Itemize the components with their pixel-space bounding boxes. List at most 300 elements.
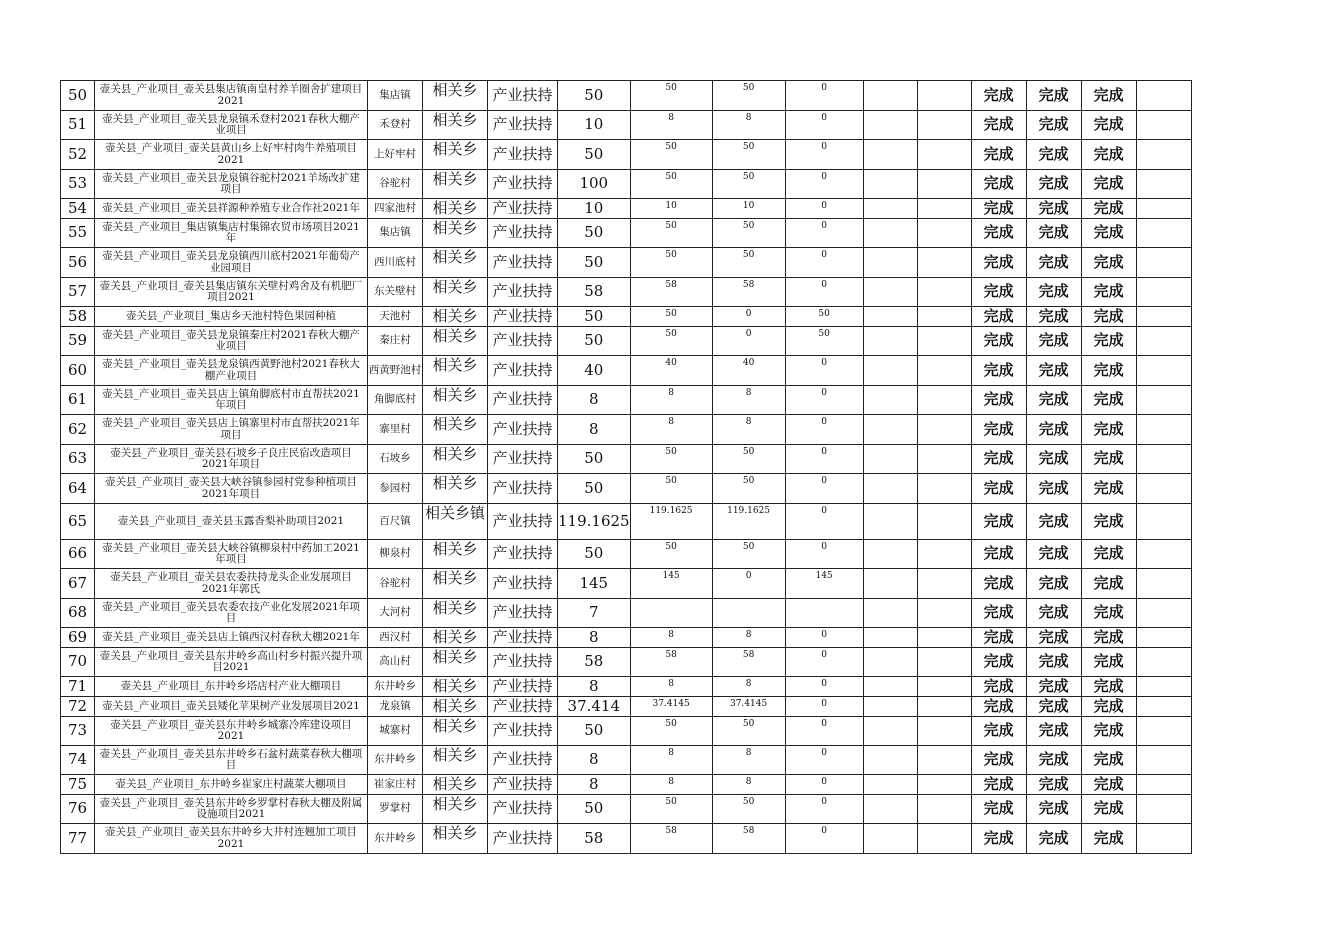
responsible-unit: 相关乡 <box>423 170 488 199</box>
fund-a: 50 <box>630 140 712 170</box>
fund-b: 50 <box>712 81 785 111</box>
table-row <box>61 474 1192 504</box>
responsible-unit: 相关乡 <box>423 628 488 648</box>
empty-cell <box>917 775 971 795</box>
project-type: 产业扶持 <box>488 248 558 278</box>
village-name: 秦庄村 <box>368 327 423 356</box>
fund-c: 0 <box>785 697 863 717</box>
project-type: 产业扶持 <box>488 540 558 569</box>
village-name: 柳泉村 <box>368 540 423 569</box>
fund-a: 8 <box>630 111 712 140</box>
empty-cell <box>863 824 917 854</box>
row-number: 66 <box>61 540 95 569</box>
status-done: 完成 <box>1081 111 1136 140</box>
village-name: 崔家庄村 <box>368 775 423 795</box>
responsible-unit: 相关乡 <box>423 445 488 474</box>
responsible-unit: 相关乡 <box>423 746 488 775</box>
fund-a: 50 <box>630 81 712 111</box>
fund-b: 0 <box>712 569 785 599</box>
fund-a: 50 <box>630 445 712 474</box>
village-name: 东井岭乡 <box>368 746 423 775</box>
status-done: 完成 <box>1026 824 1081 854</box>
table-row <box>61 356 1192 386</box>
responsible-unit: 相关乡 <box>423 474 488 504</box>
fund-a: 37.4145 <box>630 697 712 717</box>
row-number: 56 <box>61 248 95 278</box>
empty-cell <box>863 219 917 248</box>
total-fund: 10 <box>558 199 631 219</box>
project-name: 壶关县_产业项目_壶关县东井岭乡罗掌村春秋大棚及附属设施项目2021 <box>95 795 368 824</box>
table-row <box>61 307 1192 327</box>
empty-cell <box>1136 648 1191 677</box>
empty-cell <box>863 111 917 140</box>
project-type: 产业扶持 <box>488 599 558 628</box>
status-done: 完成 <box>1026 386 1081 415</box>
fund-a: 50 <box>630 540 712 569</box>
project-type: 产业扶持 <box>488 775 558 795</box>
empty-cell <box>917 677 971 697</box>
total-fund: 50 <box>558 540 631 569</box>
table-row <box>61 81 1192 111</box>
fund-b: 58 <box>712 278 785 307</box>
table-body <box>61 81 1192 854</box>
empty-cell <box>1136 140 1191 170</box>
project-name: 壶关县_产业项目_壶关县龙泉镇禾登村2021春秋大棚产业项目 <box>95 111 368 140</box>
empty-cell <box>917 717 971 746</box>
project-type: 产业扶持 <box>488 140 558 170</box>
status-done: 完成 <box>971 81 1026 111</box>
status-done: 完成 <box>971 474 1026 504</box>
status-done: 完成 <box>1081 824 1136 854</box>
village-name: 谷驼村 <box>368 170 423 199</box>
fund-c: 0 <box>785 170 863 199</box>
fund-b <box>712 599 785 628</box>
project-type: 产业扶持 <box>488 415 558 445</box>
empty-cell <box>1136 356 1191 386</box>
village-name: 东井岭乡 <box>368 824 423 854</box>
empty-cell <box>863 327 917 356</box>
status-done: 完成 <box>1081 386 1136 415</box>
status-done: 完成 <box>971 327 1026 356</box>
fund-b: 10 <box>712 199 785 219</box>
project-type: 产业扶持 <box>488 697 558 717</box>
project-name: 壶关县_产业项目_壶关县大峡谷镇参园村党参种植项目2021年项目 <box>95 474 368 504</box>
table-row <box>61 599 1192 628</box>
project-name: 壶关县_产业项目_壶关县龙泉镇秦庄村2021春秋大棚产业项目 <box>95 327 368 356</box>
total-fund: 10 <box>558 111 631 140</box>
empty-cell <box>1136 628 1191 648</box>
village-name: 西汉村 <box>368 628 423 648</box>
row-number: 65 <box>61 504 95 540</box>
project-name: 壶关县_产业项目_壶关县店上镇角脚底村市直帮扶2021年项目 <box>95 386 368 415</box>
row-number: 52 <box>61 140 95 170</box>
status-done: 完成 <box>971 504 1026 540</box>
status-done: 完成 <box>1026 219 1081 248</box>
status-done: 完成 <box>1081 199 1136 219</box>
project-name: 壶关县_产业项目_集店乡天池村特色果园种植 <box>95 307 368 327</box>
fund-a: 50 <box>630 474 712 504</box>
empty-cell <box>1136 569 1191 599</box>
empty-cell <box>917 746 971 775</box>
project-type: 产业扶持 <box>488 307 558 327</box>
project-name: 壶关县_产业项目_壶关县玉露香梨补助项目2021 <box>95 504 368 540</box>
status-done: 完成 <box>971 795 1026 824</box>
empty-cell <box>863 540 917 569</box>
empty-cell <box>1136 199 1191 219</box>
total-fund: 50 <box>558 327 631 356</box>
status-done: 完成 <box>971 599 1026 628</box>
project-name: 壶关县_产业项目_壶关县黄山乡上好牢村肉牛养殖项目2021 <box>95 140 368 170</box>
status-done: 完成 <box>1081 677 1136 697</box>
empty-cell <box>863 199 917 219</box>
status-done: 完成 <box>971 445 1026 474</box>
fund-b: 50 <box>712 140 785 170</box>
table-row <box>61 327 1192 356</box>
empty-cell <box>1136 111 1191 140</box>
status-done: 完成 <box>1081 628 1136 648</box>
project-type: 产业扶持 <box>488 445 558 474</box>
empty-cell <box>863 775 917 795</box>
empty-cell <box>1136 824 1191 854</box>
status-done: 完成 <box>1081 697 1136 717</box>
status-done: 完成 <box>1081 717 1136 746</box>
table-row <box>61 386 1192 415</box>
empty-cell <box>917 540 971 569</box>
fund-b: 8 <box>712 111 785 140</box>
empty-cell <box>917 795 971 824</box>
empty-cell <box>863 140 917 170</box>
fund-a <box>630 599 712 628</box>
project-type: 产业扶持 <box>488 504 558 540</box>
status-done: 完成 <box>1026 248 1081 278</box>
empty-cell <box>917 140 971 170</box>
empty-cell <box>1136 278 1191 307</box>
total-fund: 40 <box>558 356 631 386</box>
empty-cell <box>917 307 971 327</box>
project-type: 产业扶持 <box>488 795 558 824</box>
status-done: 完成 <box>971 219 1026 248</box>
village-name: 角脚底村 <box>368 386 423 415</box>
fund-b: 8 <box>712 386 785 415</box>
project-name: 壶关县_产业项目_壶关县东井岭乡高山村乡村振兴提升项目2021 <box>95 648 368 677</box>
project-table <box>60 80 1192 854</box>
table-row <box>61 199 1192 219</box>
empty-cell <box>917 327 971 356</box>
status-done: 完成 <box>1026 504 1081 540</box>
responsible-unit: 相关乡 <box>423 111 488 140</box>
village-name: 禾登村 <box>368 111 423 140</box>
table-row <box>61 569 1192 599</box>
responsible-unit: 相关乡 <box>423 81 488 111</box>
fund-b: 50 <box>712 219 785 248</box>
village-name: 罗掌村 <box>368 795 423 824</box>
empty-cell <box>917 81 971 111</box>
fund-b: 58 <box>712 648 785 677</box>
project-type: 产业扶持 <box>488 199 558 219</box>
empty-cell <box>1136 386 1191 415</box>
responsible-unit: 相关乡 <box>423 648 488 677</box>
village-name: 谷驼村 <box>368 569 423 599</box>
status-done: 完成 <box>971 356 1026 386</box>
table-row <box>61 628 1192 648</box>
empty-cell <box>1136 746 1191 775</box>
fund-a: 50 <box>630 170 712 199</box>
row-number: 60 <box>61 356 95 386</box>
empty-cell <box>917 278 971 307</box>
empty-cell <box>863 677 917 697</box>
fund-c: 0 <box>785 356 863 386</box>
status-done: 完成 <box>971 677 1026 697</box>
total-fund: 50 <box>558 248 631 278</box>
project-type: 产业扶持 <box>488 386 558 415</box>
empty-cell <box>1136 170 1191 199</box>
village-name: 东井岭乡 <box>368 677 423 697</box>
responsible-unit: 相关乡 <box>423 140 488 170</box>
table-row <box>61 504 1192 540</box>
status-done: 完成 <box>971 199 1026 219</box>
empty-cell <box>863 717 917 746</box>
project-type: 产业扶持 <box>488 170 558 199</box>
status-done: 完成 <box>1081 775 1136 795</box>
empty-cell <box>1136 775 1191 795</box>
total-fund: 145 <box>558 569 631 599</box>
fund-c: 0 <box>785 445 863 474</box>
row-number: 68 <box>61 599 95 628</box>
responsible-unit: 相关乡 <box>423 356 488 386</box>
project-type: 产业扶持 <box>488 628 558 648</box>
total-fund: 8 <box>558 386 631 415</box>
fund-a: 50 <box>630 795 712 824</box>
total-fund: 50 <box>558 219 631 248</box>
fund-a: 119.1625 <box>630 504 712 540</box>
row-number: 76 <box>61 795 95 824</box>
fund-c: 0 <box>785 628 863 648</box>
fund-c: 0 <box>785 278 863 307</box>
table-row <box>61 170 1192 199</box>
fund-c <box>785 599 863 628</box>
empty-cell <box>863 415 917 445</box>
fund-c: 0 <box>785 140 863 170</box>
fund-c: 0 <box>785 386 863 415</box>
status-done: 完成 <box>1081 170 1136 199</box>
project-type: 产业扶持 <box>488 111 558 140</box>
table-row <box>61 775 1192 795</box>
empty-cell <box>863 648 917 677</box>
project-name: 壶关县_产业项目_壶关县集店镇东关壁村鸡舍及有机肥厂项目2021 <box>95 278 368 307</box>
fund-c: 0 <box>785 746 863 775</box>
fund-b: 0 <box>712 327 785 356</box>
responsible-unit: 相关乡 <box>423 540 488 569</box>
status-done: 完成 <box>1026 648 1081 677</box>
empty-cell <box>863 569 917 599</box>
village-name: 大河村 <box>368 599 423 628</box>
status-done: 完成 <box>971 415 1026 445</box>
status-done: 完成 <box>971 307 1026 327</box>
fund-c: 0 <box>785 248 863 278</box>
empty-cell <box>1136 474 1191 504</box>
status-done: 完成 <box>1026 599 1081 628</box>
total-fund: 7 <box>558 599 631 628</box>
table-row <box>61 746 1192 775</box>
status-done: 完成 <box>971 775 1026 795</box>
fund-b: 50 <box>712 445 785 474</box>
project-name: 壶关县_产业项目_壶关县集店镇南皇村养羊圈舍扩建项目2021 <box>95 81 368 111</box>
responsible-unit: 相关乡 <box>423 415 488 445</box>
row-number: 59 <box>61 327 95 356</box>
project-name: 壶关县_产业项目_壶关县农委扶持龙头企业发展项目2021年郭氏 <box>95 569 368 599</box>
empty-cell <box>863 628 917 648</box>
fund-a: 145 <box>630 569 712 599</box>
table-row <box>61 445 1192 474</box>
fund-c: 0 <box>785 219 863 248</box>
fund-b: 58 <box>712 824 785 854</box>
total-fund: 100 <box>558 170 631 199</box>
project-name: 壶关县_产业项目_东井岭乡塔店村产业大棚项目 <box>95 677 368 697</box>
total-fund: 8 <box>558 746 631 775</box>
status-done: 完成 <box>1081 445 1136 474</box>
fund-b: 50 <box>712 540 785 569</box>
status-done: 完成 <box>1081 327 1136 356</box>
status-done: 完成 <box>971 248 1026 278</box>
table-row <box>61 278 1192 307</box>
project-type: 产业扶持 <box>488 648 558 677</box>
row-number: 72 <box>61 697 95 717</box>
responsible-unit: 相关乡镇 <box>423 504 488 540</box>
total-fund: 50 <box>558 795 631 824</box>
total-fund: 50 <box>558 474 631 504</box>
village-name: 西川底村 <box>368 248 423 278</box>
total-fund: 8 <box>558 775 631 795</box>
status-done: 完成 <box>1026 140 1081 170</box>
empty-cell <box>863 504 917 540</box>
empty-cell <box>1136 327 1191 356</box>
status-done: 完成 <box>1081 140 1136 170</box>
project-type: 产业扶持 <box>488 327 558 356</box>
empty-cell <box>917 199 971 219</box>
status-done: 完成 <box>1026 278 1081 307</box>
empty-cell <box>917 648 971 677</box>
project-type: 产业扶持 <box>488 278 558 307</box>
empty-cell <box>863 356 917 386</box>
fund-a: 8 <box>630 386 712 415</box>
status-done: 完成 <box>1026 540 1081 569</box>
fund-a: 58 <box>630 278 712 307</box>
project-name: 壶关县_产业项目_集店镇集店村集锦农贸市场项目2021年 <box>95 219 368 248</box>
empty-cell <box>1136 599 1191 628</box>
empty-cell <box>1136 445 1191 474</box>
responsible-unit: 相关乡 <box>423 717 488 746</box>
status-done: 完成 <box>971 386 1026 415</box>
total-fund: 50 <box>558 140 631 170</box>
fund-b: 0 <box>712 307 785 327</box>
total-fund: 58 <box>558 278 631 307</box>
row-number: 70 <box>61 648 95 677</box>
row-number: 54 <box>61 199 95 219</box>
status-done: 完成 <box>1026 327 1081 356</box>
empty-cell <box>863 474 917 504</box>
total-fund: 50 <box>558 81 631 111</box>
status-done: 完成 <box>971 697 1026 717</box>
responsible-unit: 相关乡 <box>423 599 488 628</box>
project-name: 壶关县_产业项目_壶关县农委农技产业化发展2021年项目 <box>95 599 368 628</box>
project-name: 壶关县_产业项目_壶关县石坡乡子良庄民宿改造项目2021年项目 <box>95 445 368 474</box>
empty-cell <box>917 248 971 278</box>
status-done: 完成 <box>971 170 1026 199</box>
table-row <box>61 648 1192 677</box>
fund-b: 8 <box>712 415 785 445</box>
fund-a: 40 <box>630 356 712 386</box>
fund-b: 50 <box>712 717 785 746</box>
fund-a: 8 <box>630 415 712 445</box>
empty-cell <box>917 219 971 248</box>
project-name: 壶关县_产业项目_壶关县龙泉镇西黄野池村2021春秋大棚产业项目 <box>95 356 368 386</box>
project-type: 产业扶持 <box>488 81 558 111</box>
total-fund: 50 <box>558 445 631 474</box>
row-number: 62 <box>61 415 95 445</box>
project-type: 产业扶持 <box>488 219 558 248</box>
village-name: 参园村 <box>368 474 423 504</box>
status-done: 完成 <box>1026 677 1081 697</box>
fund-c: 0 <box>785 474 863 504</box>
status-done: 完成 <box>1081 599 1136 628</box>
total-fund: 8 <box>558 677 631 697</box>
table-row <box>61 540 1192 569</box>
status-done: 完成 <box>1081 540 1136 569</box>
project-name: 壶关县_产业项目_壶关县龙泉镇谷驼村2021羊场改扩建项目 <box>95 170 368 199</box>
table-row <box>61 795 1192 824</box>
status-done: 完成 <box>1081 795 1136 824</box>
fund-a: 10 <box>630 199 712 219</box>
status-done: 完成 <box>1081 504 1136 540</box>
fund-a: 50 <box>630 307 712 327</box>
empty-cell <box>917 504 971 540</box>
row-number: 64 <box>61 474 95 504</box>
status-done: 完成 <box>971 540 1026 569</box>
empty-cell <box>863 307 917 327</box>
village-name: 高山村 <box>368 648 423 677</box>
status-done: 完成 <box>1026 569 1081 599</box>
table-row <box>61 219 1192 248</box>
responsible-unit: 相关乡 <box>423 824 488 854</box>
total-fund: 50 <box>558 307 631 327</box>
empty-cell <box>917 628 971 648</box>
empty-cell <box>1136 717 1191 746</box>
empty-cell <box>1136 415 1191 445</box>
total-fund: 58 <box>558 824 631 854</box>
status-done: 完成 <box>1081 569 1136 599</box>
status-done: 完成 <box>1026 746 1081 775</box>
project-type: 产业扶持 <box>488 474 558 504</box>
row-number: 63 <box>61 445 95 474</box>
status-done: 完成 <box>1026 81 1081 111</box>
status-done: 完成 <box>971 648 1026 677</box>
project-name: 壶关县_产业项目_壶关县店上镇西汉村春秋大棚2021年 <box>95 628 368 648</box>
status-done: 完成 <box>971 717 1026 746</box>
village-name: 集店镇 <box>368 219 423 248</box>
empty-cell <box>863 599 917 628</box>
total-fund: 50 <box>558 717 631 746</box>
status-done: 完成 <box>1026 775 1081 795</box>
table-row <box>61 697 1192 717</box>
fund-a: 8 <box>630 677 712 697</box>
project-name: 壶关县_产业项目_壶关县大峡谷镇柳泉村中药加工2021年项目 <box>95 540 368 569</box>
village-name: 石坡乡 <box>368 445 423 474</box>
row-number: 75 <box>61 775 95 795</box>
status-done: 完成 <box>971 628 1026 648</box>
fund-c: 0 <box>785 775 863 795</box>
responsible-unit: 相关乡 <box>423 278 488 307</box>
responsible-unit: 相关乡 <box>423 677 488 697</box>
